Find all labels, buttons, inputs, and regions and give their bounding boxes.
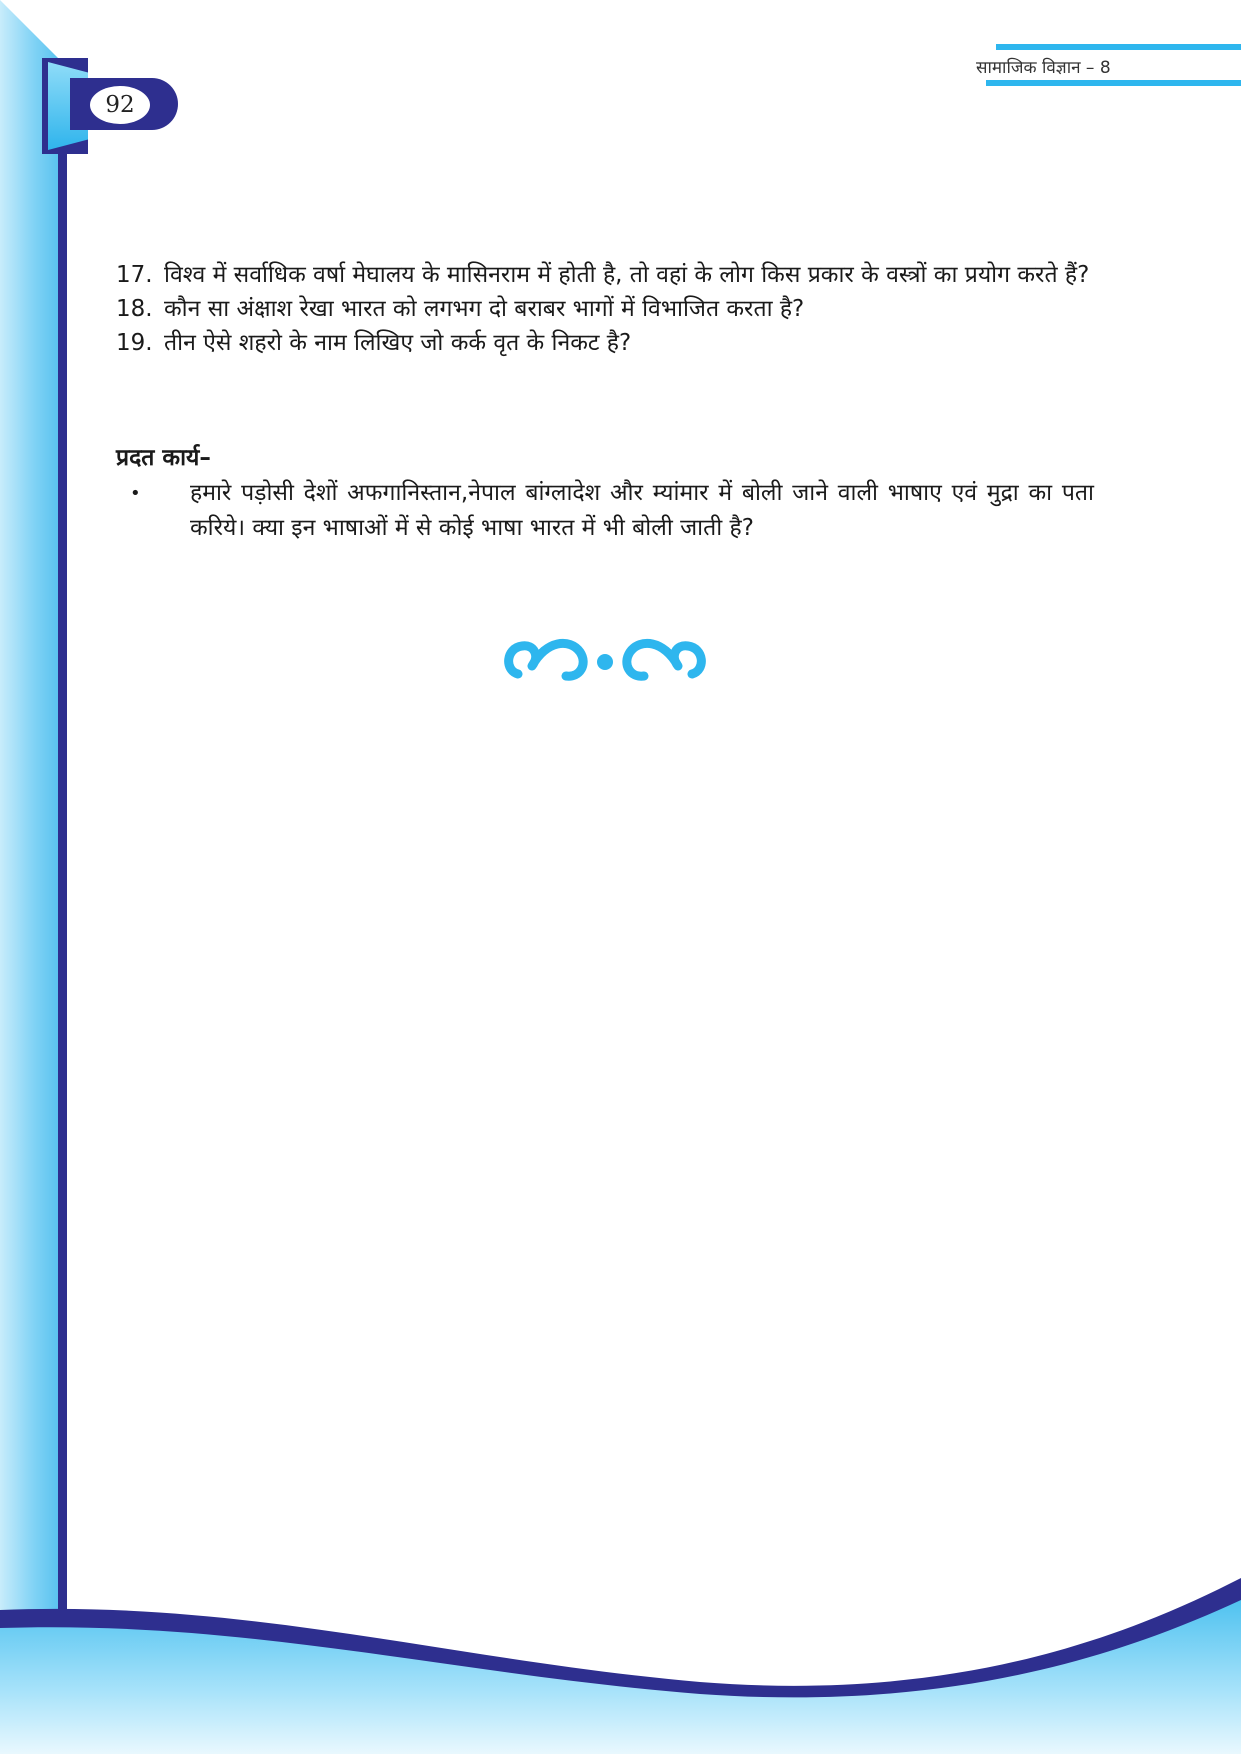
question-list: [116, 258, 1094, 360]
question-number: 17.: [116, 262, 153, 288]
question-item: [116, 292, 1094, 326]
book-title: सामाजिक विज्ञान – 8: [976, 58, 1111, 78]
left-band-corner-cut: [0, 0, 60, 60]
question-text: विश्व में सर्वाधिक वर्षा मेघालय के मासिनराम में होती है, तो वहां के लोग किस प्रकार के वस्त्रों का प्रयोग करते हैं?: [164, 262, 1090, 288]
header-rule-bottom: [986, 80, 1241, 86]
end-of-chapter-ornament-icon: [500, 626, 710, 686]
left-decorative-band: [0, 0, 58, 1754]
assignment-item: [130, 476, 1094, 546]
bottom-wave-decoration: [0, 1560, 1241, 1754]
question-number: 19.: [116, 330, 153, 356]
question-item: [116, 258, 1094, 292]
left-vertical-rule: [58, 60, 67, 1620]
question-text: कौन सा अंक्षाश रेखा भारत को लगभग दो बराबर भागों में विभाजित करता है?: [164, 296, 805, 322]
question-number: 18.: [116, 296, 153, 322]
assignment-text: हमारे पड़ोसी देशों अफगानिस्तान,नेपाल बांग्लादेश और म्यांमार में बोली जाने वाली भाषाए एवं मुद्रा का पता करिये। क्या इन भाषाओं में से कोई भाषा भारत में भी बोली जाती है?: [190, 480, 1094, 541]
page-number: 92: [90, 86, 150, 124]
question-text: तीन ऐसे शहरो के नाम लिखिए जो कर्क वृत के निकट है?: [164, 330, 632, 356]
header-rule-top: [996, 44, 1241, 50]
bullet-icon: •: [130, 483, 141, 504]
assignment-heading: प्रदत कार्य–: [116, 445, 211, 471]
question-item: [116, 326, 1094, 360]
